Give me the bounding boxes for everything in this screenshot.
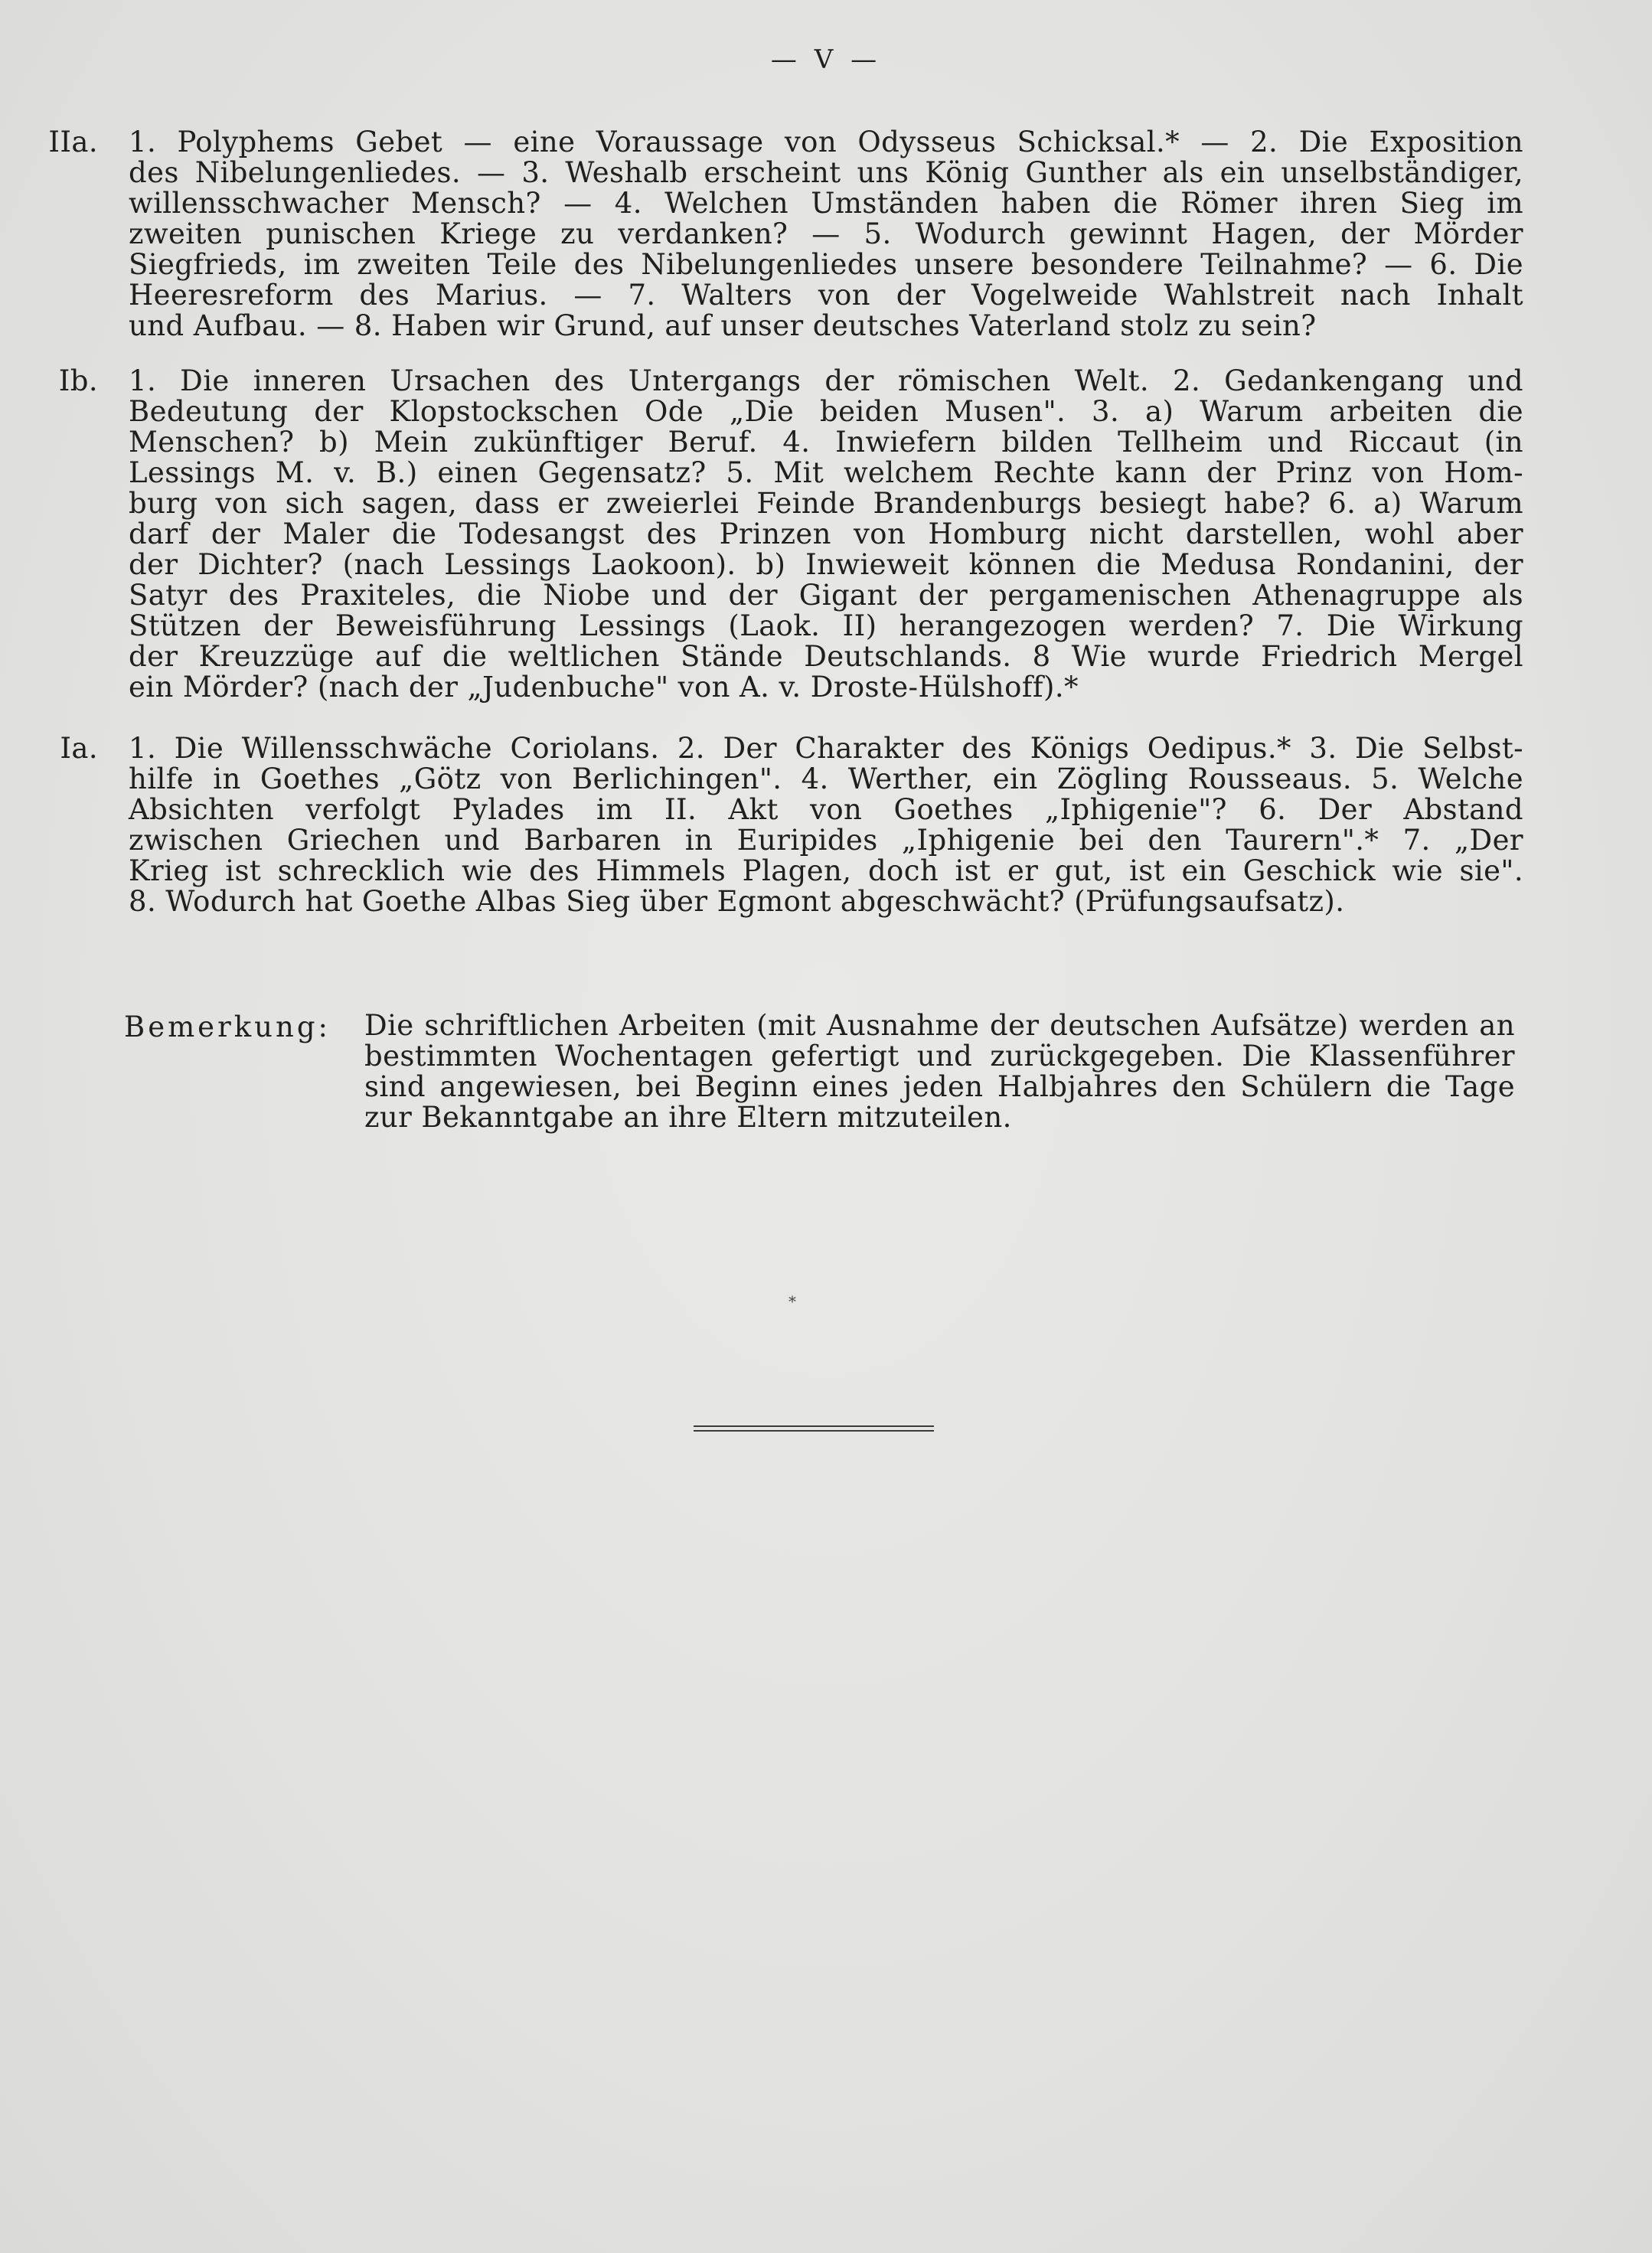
text-line: 8. Wodurch hat Goethe Albas Sieg über Egmont abgeschwächt? (Prüfungsaufsatz). <box>129 885 1345 918</box>
text-line: zweiten punischen Kriege zu verdanken? — 5. Wodurch gewinnt Hagen, der Mörder <box>129 217 1523 250</box>
text-line: darf der Maler die Todesangst des Prinzen von Homburg nicht darstellen, wohl aber <box>129 518 1523 550</box>
section-text <box>129 366 1523 703</box>
text-line: bestimmten Wochentagen gefertigt und zurückgegeben. Die Klassenführer <box>364 1040 1515 1073</box>
text-line: Heeresreform des Marius. — 7. Walters von der Vogelweide Wahlstreit nach Inhalt <box>129 279 1523 312</box>
text-line: Menschen? b) Mein zukünftiger Beruf. 4. Inwiefern bilden Tellheim und Riccaut (in <box>129 426 1523 459</box>
text-line: Absichten verfolgt Pylades im II. Akt von Goethes „Iphigenie"? 6. Der Abstand <box>129 793 1523 826</box>
text-line: Satyr des Praxiteles, die Niobe und der Gigant der pergamenischen Athenagruppe als <box>129 579 1523 612</box>
text-line: Die schriftlichen Arbeiten (mit Ausnahme der deutschen Aufsätze) werden an <box>364 1009 1515 1042</box>
section-text <box>129 733 1523 917</box>
section-text <box>129 127 1523 341</box>
text-line: 1. Die Willensschwäche Coriolans. 2. Der Charakter des Königs Oedipus.* 3. Die Selbst- <box>129 732 1523 765</box>
text-line: Stützen der Beweisführung Lessings (Laok. II) herangezogen werden? 7. Die Wirkung <box>129 609 1523 642</box>
remark-label: Bemerkung: <box>124 1011 331 1043</box>
text-line: der Dichter? (nach Lessings Laokoon). b) Inwieweit können die Medusa Rondanini, der <box>129 548 1523 581</box>
text-line: burg von sich sagen, dass er zweierlei Feinde Brandenburgs besiegt habe? 6. a) Warum <box>129 487 1523 520</box>
ornament-star: * <box>788 1292 796 1311</box>
section-iia <box>48 126 1523 342</box>
text-line: willensschwacher Mensch? — 4. Welchen Umständen haben die Römer ihren Sieg im <box>129 187 1523 220</box>
text-line: und Aufbau. — 8. Haben wir Grund, auf unser deutsches Vaterland stolz zu sein? <box>129 309 1317 342</box>
text-line: zwischen Griechen und Barbaren in Euripides „Iphigenie bei den Taurern".* 7. „Der <box>129 824 1523 857</box>
page-number: — V — <box>770 44 882 75</box>
text-line: Bedeutung der Klopstockschen Ode „Die beiden Musen". 3. a) Warum arbeiten die <box>129 395 1523 428</box>
end-rule-top <box>694 1425 934 1427</box>
text-line: 1. Die inneren Ursachen des Untergangs der römischen Welt. 2. Gedankengang und <box>129 364 1523 397</box>
section-label: IIa. <box>48 126 98 158</box>
text-line: sind angewiesen, bei Beginn eines jeden Halbjahres den Schülern die Tage <box>364 1070 1515 1103</box>
end-rule-bottom <box>694 1430 934 1432</box>
text-line: 1. Polyphems Gebet — eine Voraussage von Odysseus Schicksal.* — 2. Die Exposition <box>129 126 1523 158</box>
text-line: Lessings M. v. B.) einen Gegensatz? 5. Mit welchem Rechte kann der Prinz von Hom- <box>129 456 1523 489</box>
text-line: ein Mörder? (nach der „Judenbuche" von A. v. Droste-Hülshoff).* <box>129 671 1079 704</box>
text-line: Siegfrieds, im zweiten Teile des Nibelungenliedes unsere besondere Teilnahme? — 6. Die <box>129 248 1523 281</box>
section-label: Ib. <box>58 364 98 397</box>
text-line: Krieg ist schrecklich wie des Himmels Plagen, doch ist er gut, ist ein Geschick wie sie". <box>129 854 1523 887</box>
section-ia <box>60 732 1523 918</box>
text-line: hilfe in Goethes „Götz von Berlichingen". 4. Werther, ein Zögling Rousseaus. 5. Welche <box>129 762 1523 795</box>
remark-text <box>364 1011 1515 1133</box>
text-line: zur Bekanntgabe an ihre Eltern mitzuteilen. <box>364 1101 1012 1134</box>
section-label: Ia. <box>60 732 98 765</box>
text-line: der Kreuzzüge auf die weltlichen Stände Deutschlands. 8 Wie wurde Friedrich Mergel <box>129 640 1523 673</box>
text-line: des Nibelungenliedes. — 3. Weshalb erscheint uns König Gunther als ein unselbständiger, <box>129 156 1523 189</box>
section-ib <box>58 364 1523 704</box>
